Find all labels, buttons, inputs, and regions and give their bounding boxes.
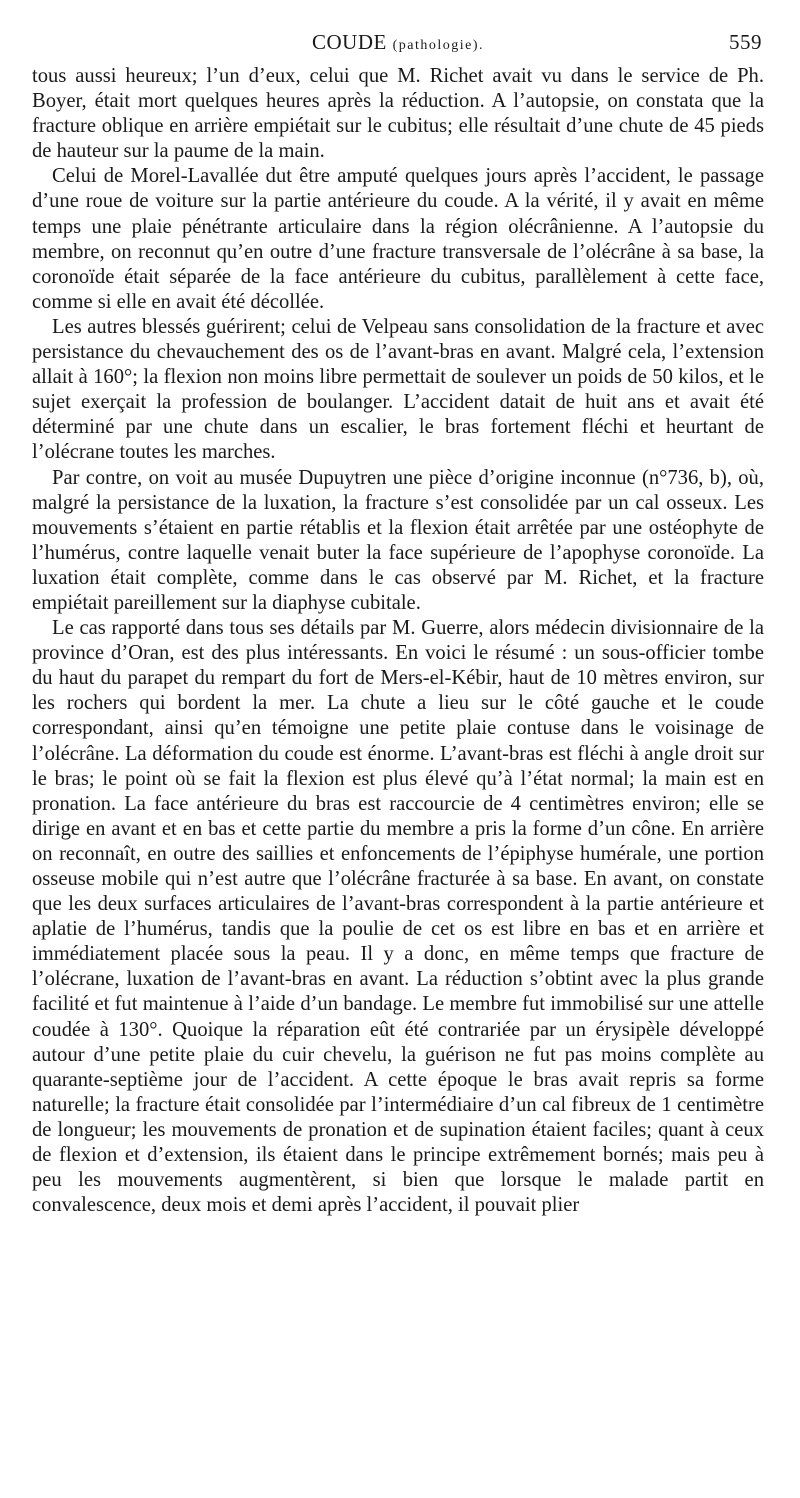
paragraph-dupuytren-museum: Par contre, on voit au musée Dupuytren une pièce d’origine inconnue (n°736, b), où, malgré la persistance de la luxation, la fracture s’est consolidée par un cal osseux. Les mouvements s’étaient en partie rétablis et la flexion était arrêtée par une ostéophyte de l’humérus, contre laquelle venait buter la face supérieure de l’apophyse coronoïde. La luxation était complète, comme dans le cas observé par M. Richet, et la fracture empiétait pareillement sur la diaphyse cubitale.: [32, 466, 764, 614]
body-text: [32, 64, 764, 1218]
paragraph-guerre-case: Le cas rapporté dans tous ses détails par M. Guerre, alors médecin divisionnaire de la province d’Oran, est des plus intéressants. En voici le résumé : un sous-officier tombe du haut du parapet du rempart du fort de Mers-el-Kébir, haut de 10 mètres environ, sur les rochers qui bordent la mer. La chute a lieu sur le côté gauche et le coude correspondant, ainsi qu’en témoigne une petite plaie contuse dans le voisinage de l’olécrâne. La déformation du coude est énorme. L’avant-bras est fléchi à angle droit sur le bras; le point où se fait la flexion est plus élevé qu’à l’état normal; la main est en pronation. La face antérieure du bras est raccourcie de 4 centimètres environ; elle se dirige en avant et en bas et cette partie du membre a pris la forme d’un cône. En arrière on reconnaît, en outre des saillies et enfoncements de l’épiphyse humérale, une portion osseuse mobile qui n’est autre que l’olécrâne fracturée à sa base. En avant, on constate que les deux surfaces articulaires de l’avant-bras correspondent à la partie antérieure et aplatie de l’humérus, tandis que la poulie de cet os est libre en bas et en arrière et immédiatement placée sous la peau. Il y a donc, en même temps que fracture de l’olécrane, luxation de l’avant-bras en avant. La réduction s’obtint avec la plus grande facilité et fut maintenue à l’aide d’un bandage. Le membre fut immobilisé sur une attelle coudée à 130°. Quoique la réparation eût été contrariée par un érysipèle développé autour d’une petite plaie du cuir chevelu, la guérison ne fut pas moins complète au quarante-septième jour de l’accident. A cette époque le bras avait repris sa forme naturelle; la fracture était consolidée par l’intermédiaire d’un cal fibreux de 1 centimètre de longueur; les mouvements de pronation et de supination étaient faciles; quant à ceux de flexion et d’extension, ils étaient dans le principe extrêmement bornés; mais peu à peu les mouvements augmentèrent, si bien que lorsque le malade partit en convalescence, deux mois et demi après l’accident, il pouvait plier: [32, 617, 764, 1217]
page-number: 559: [729, 30, 762, 54]
running-title-main: COUDE: [311, 30, 387, 54]
running-title-section: (pathologie).: [392, 38, 484, 53]
paragraph-continued: tous aussi heureux; l’un d’eux, celui que M. Richet avait vu dans le service de Ph. Boyer, était mort quelques heures après la réduction. A l’autopsie, on constata que la fracture oblique en arrière empiétait sur le cubitus; elle résultait d’une chute de 45 pieds de hauteur sur la paume de la main.: [32, 65, 764, 163]
running-title: [32, 30, 764, 55]
paragraph-other-patients: Les autres blessés guérirent; celui de Velpeau sans consolidation de la fracture et avec persistance du chevauchement des os de l’avant-bras en avant. Malgré cela, l’extension allait à 160°; la flexion non moins libre permettait de soulever un poids de 50 kilos, et le sujet exerçait la profession de boulanger. L’accident datait de huit ans et avait été déterminé par une chute dans un escalier, le bras fortement fléchi et heurtant de l’olécrane toutes les marches.: [32, 315, 764, 464]
paragraph-morel-lavallee: Celui de Morel-Lavallée dut être amputé quelques jours après l’accident, le passage d’une roue de voiture sur la partie antérieure du coude. A la vérité, il y avait en même temps une plaie pénétrante articulaire dans la région olécrânienne. A l’autopsie du membre, on reconnut qu’en outre d’une fracture transversale de l’olécrâne à sa base, la coronoïde était séparée de la face antérieure du cubitus, parallèlement à cette face, comme si elle en avait été décollée.: [32, 165, 764, 313]
running-head: [32, 28, 764, 62]
book-page: [32, 28, 764, 1218]
